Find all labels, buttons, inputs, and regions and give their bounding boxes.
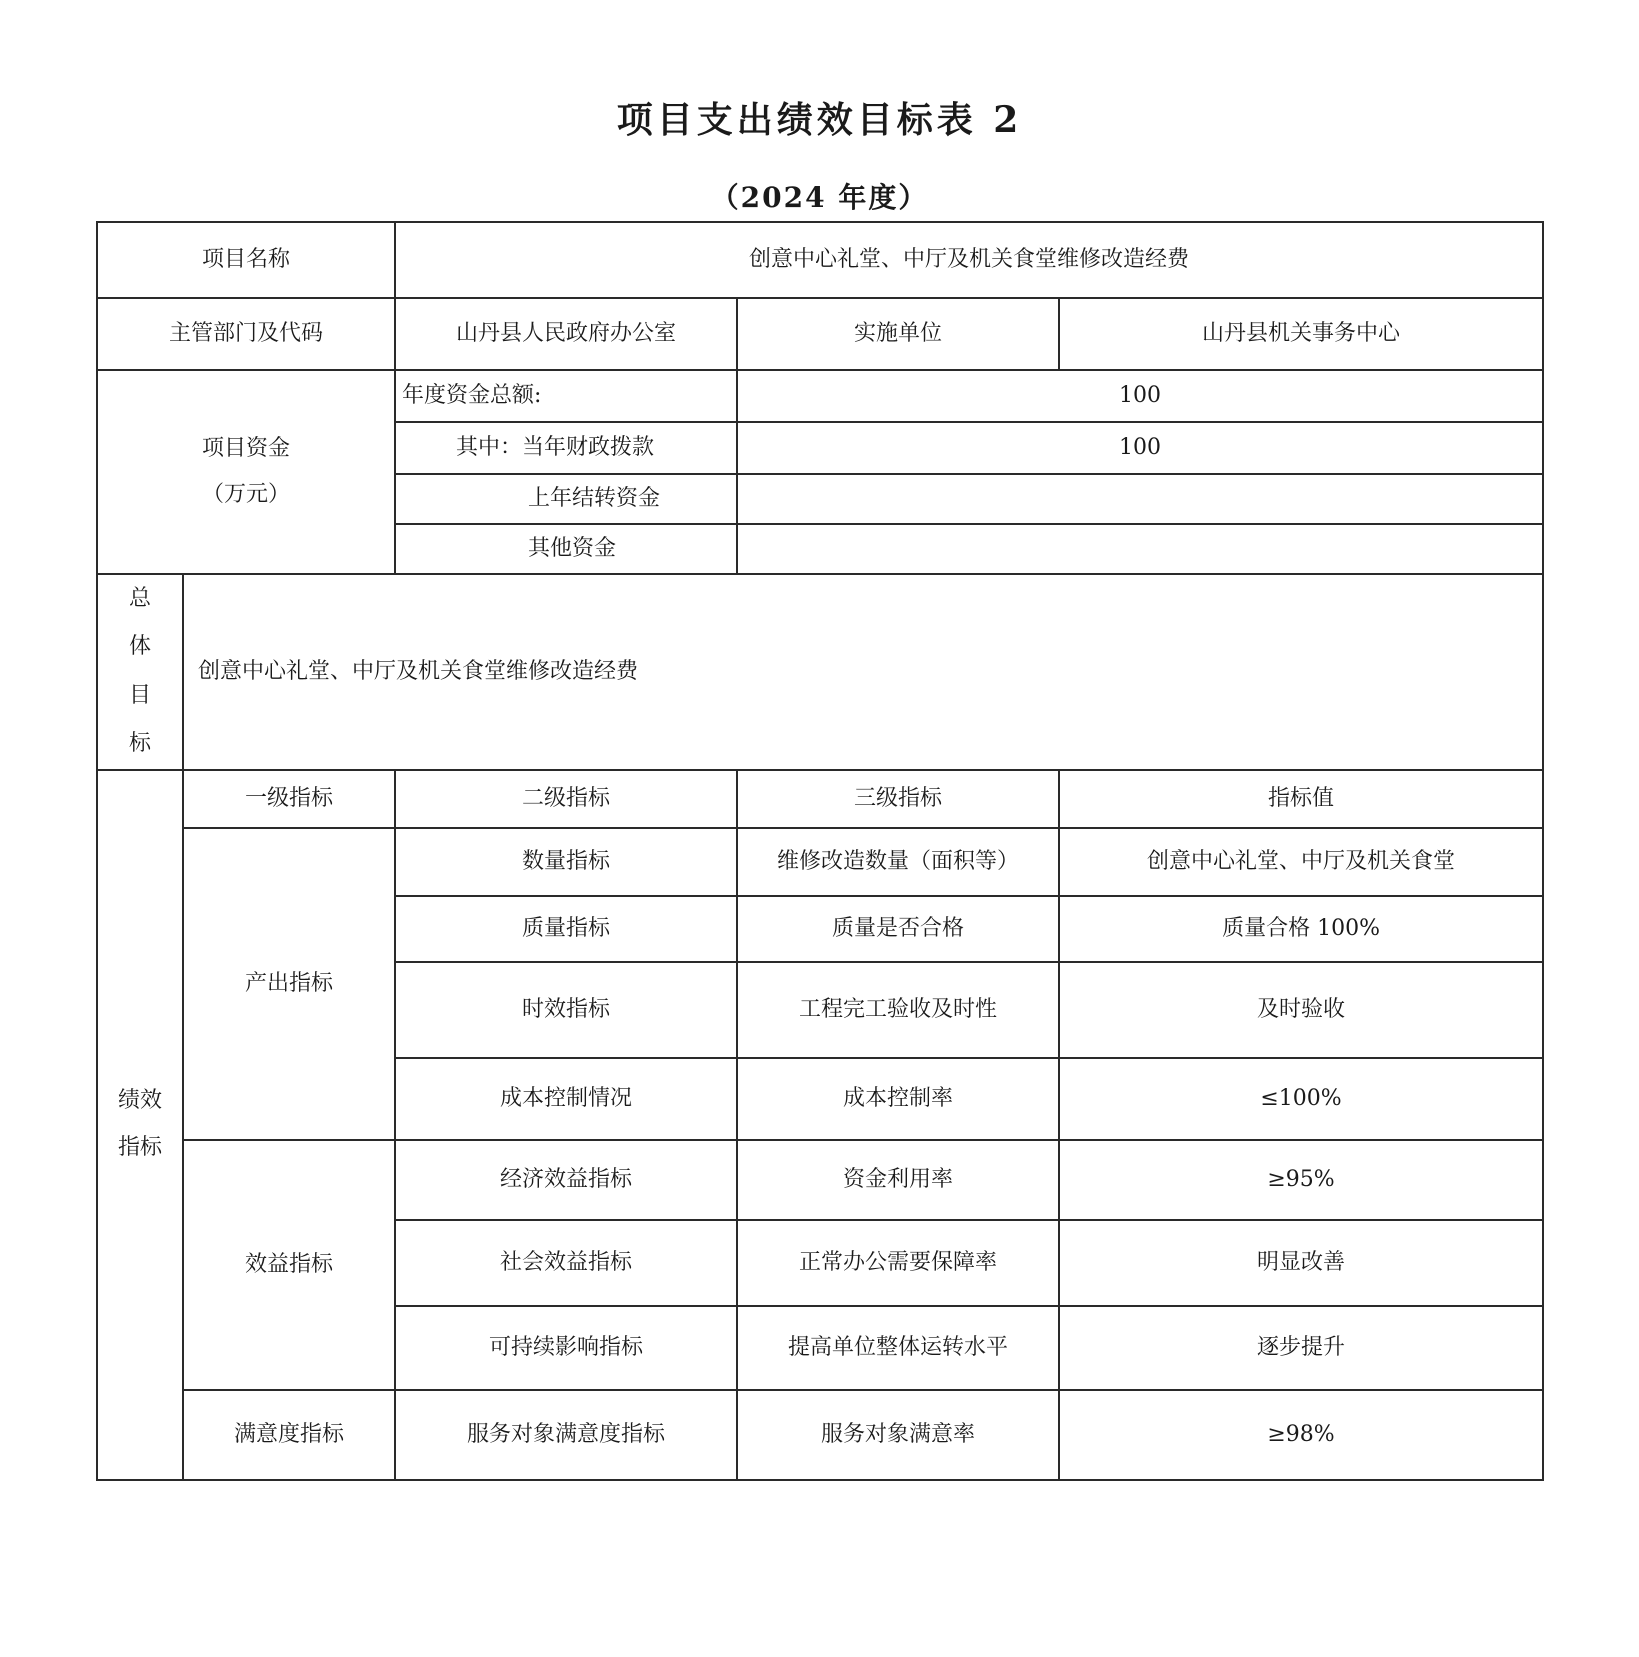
header-level2: 二级指标 (395, 770, 737, 828)
level3-cell: 工程完工验收及时性 (737, 962, 1059, 1058)
dept-value: 山丹县人民政府办公室 (395, 298, 737, 370)
header-value: 指标值 (1059, 770, 1543, 828)
funds-total-row (97, 370, 1543, 422)
indicators-label-line2: 指标 (117, 1134, 162, 1160)
table-row (97, 828, 1543, 896)
goal-text: 创意中心礼堂、中厅及机关食堂维修改造经费 (183, 574, 1543, 770)
project-name-value: 创意中心礼堂、中厅及机关食堂维修改造经费 (395, 222, 1543, 298)
page-title: 项目支出绩效目标表 2 (616, 99, 1023, 141)
funds-label-line1: 项目资金 (202, 435, 291, 461)
funds-label (97, 370, 395, 574)
project-name-row (97, 222, 1543, 298)
level2-cell: 社会效益指标 (395, 1220, 737, 1306)
table-row (97, 1140, 1543, 1220)
funds-carryover-value (737, 474, 1543, 524)
value-cell: 及时验收 (1059, 962, 1543, 1058)
value-cell: ≤100% (1059, 1058, 1543, 1140)
indicators-label (97, 770, 183, 1480)
impl-value: 山丹县机关事务中心 (1059, 298, 1543, 370)
funds-current-value: 100 (737, 422, 1543, 474)
level1-benefit: 效益指标 (183, 1140, 395, 1390)
level3-cell: 维修改造数量（面积等） (737, 828, 1059, 896)
header-level3: 三级指标 (737, 770, 1059, 828)
level2-cell: 成本控制情况 (395, 1058, 737, 1140)
value-cell: ≥98% (1059, 1390, 1543, 1480)
level3-cell: 提高单位整体运转水平 (737, 1306, 1059, 1390)
value-cell: 质量合格 100% (1059, 896, 1543, 962)
department-row (97, 298, 1543, 370)
level3-cell: 质量是否合格 (737, 896, 1059, 962)
funds-total-label: 年度资金总额: (395, 370, 737, 422)
year-subtitle: （2024 年度） (710, 181, 929, 214)
goal-label-text: 总体目标 (128, 586, 151, 757)
value-cell: ≥95% (1059, 1140, 1543, 1220)
value-cell: 创意中心礼堂、中厅及机关食堂 (1059, 828, 1543, 896)
funds-label-line2: （万元） (202, 482, 291, 507)
goal-label (97, 574, 183, 770)
goal-row (97, 574, 1543, 770)
level2-cell: 经济效益指标 (395, 1140, 737, 1220)
impl-label: 实施单位 (737, 298, 1059, 370)
funds-other-label: 其他资金 (395, 524, 737, 574)
value-cell: 逐步提升 (1059, 1306, 1543, 1390)
level2-cell: 数量指标 (395, 828, 737, 896)
level2-cell: 服务对象满意度指标 (395, 1390, 737, 1480)
dept-label: 主管部门及代码 (97, 298, 395, 370)
level2-cell: 质量指标 (395, 896, 737, 962)
funds-other-value (737, 524, 1543, 574)
table-row (97, 1390, 1543, 1480)
funds-total-value: 100 (737, 370, 1543, 422)
funds-carryover-label: 上年结转资金 (395, 474, 737, 524)
level1-satisfaction: 满意度指标 (183, 1390, 395, 1480)
level3-cell: 正常办公需要保障率 (737, 1220, 1059, 1306)
level3-cell: 成本控制率 (737, 1058, 1059, 1140)
indicators-label-line1: 绩效 (117, 1088, 162, 1114)
performance-target-table (96, 221, 1544, 1481)
indicator-header-row (97, 770, 1543, 828)
funds-current-label: 其中：当年财政拨款 (395, 422, 737, 474)
level3-cell: 资金利用率 (737, 1140, 1059, 1220)
level3-cell: 服务对象满意率 (737, 1390, 1059, 1480)
level2-cell: 时效指标 (395, 962, 737, 1058)
level2-cell: 可持续影响指标 (395, 1306, 737, 1390)
header-level1: 一级指标 (183, 770, 395, 828)
level1-output: 产出指标 (183, 828, 395, 1140)
project-name-label: 项目名称 (97, 222, 395, 298)
value-cell: 明显改善 (1059, 1220, 1543, 1306)
